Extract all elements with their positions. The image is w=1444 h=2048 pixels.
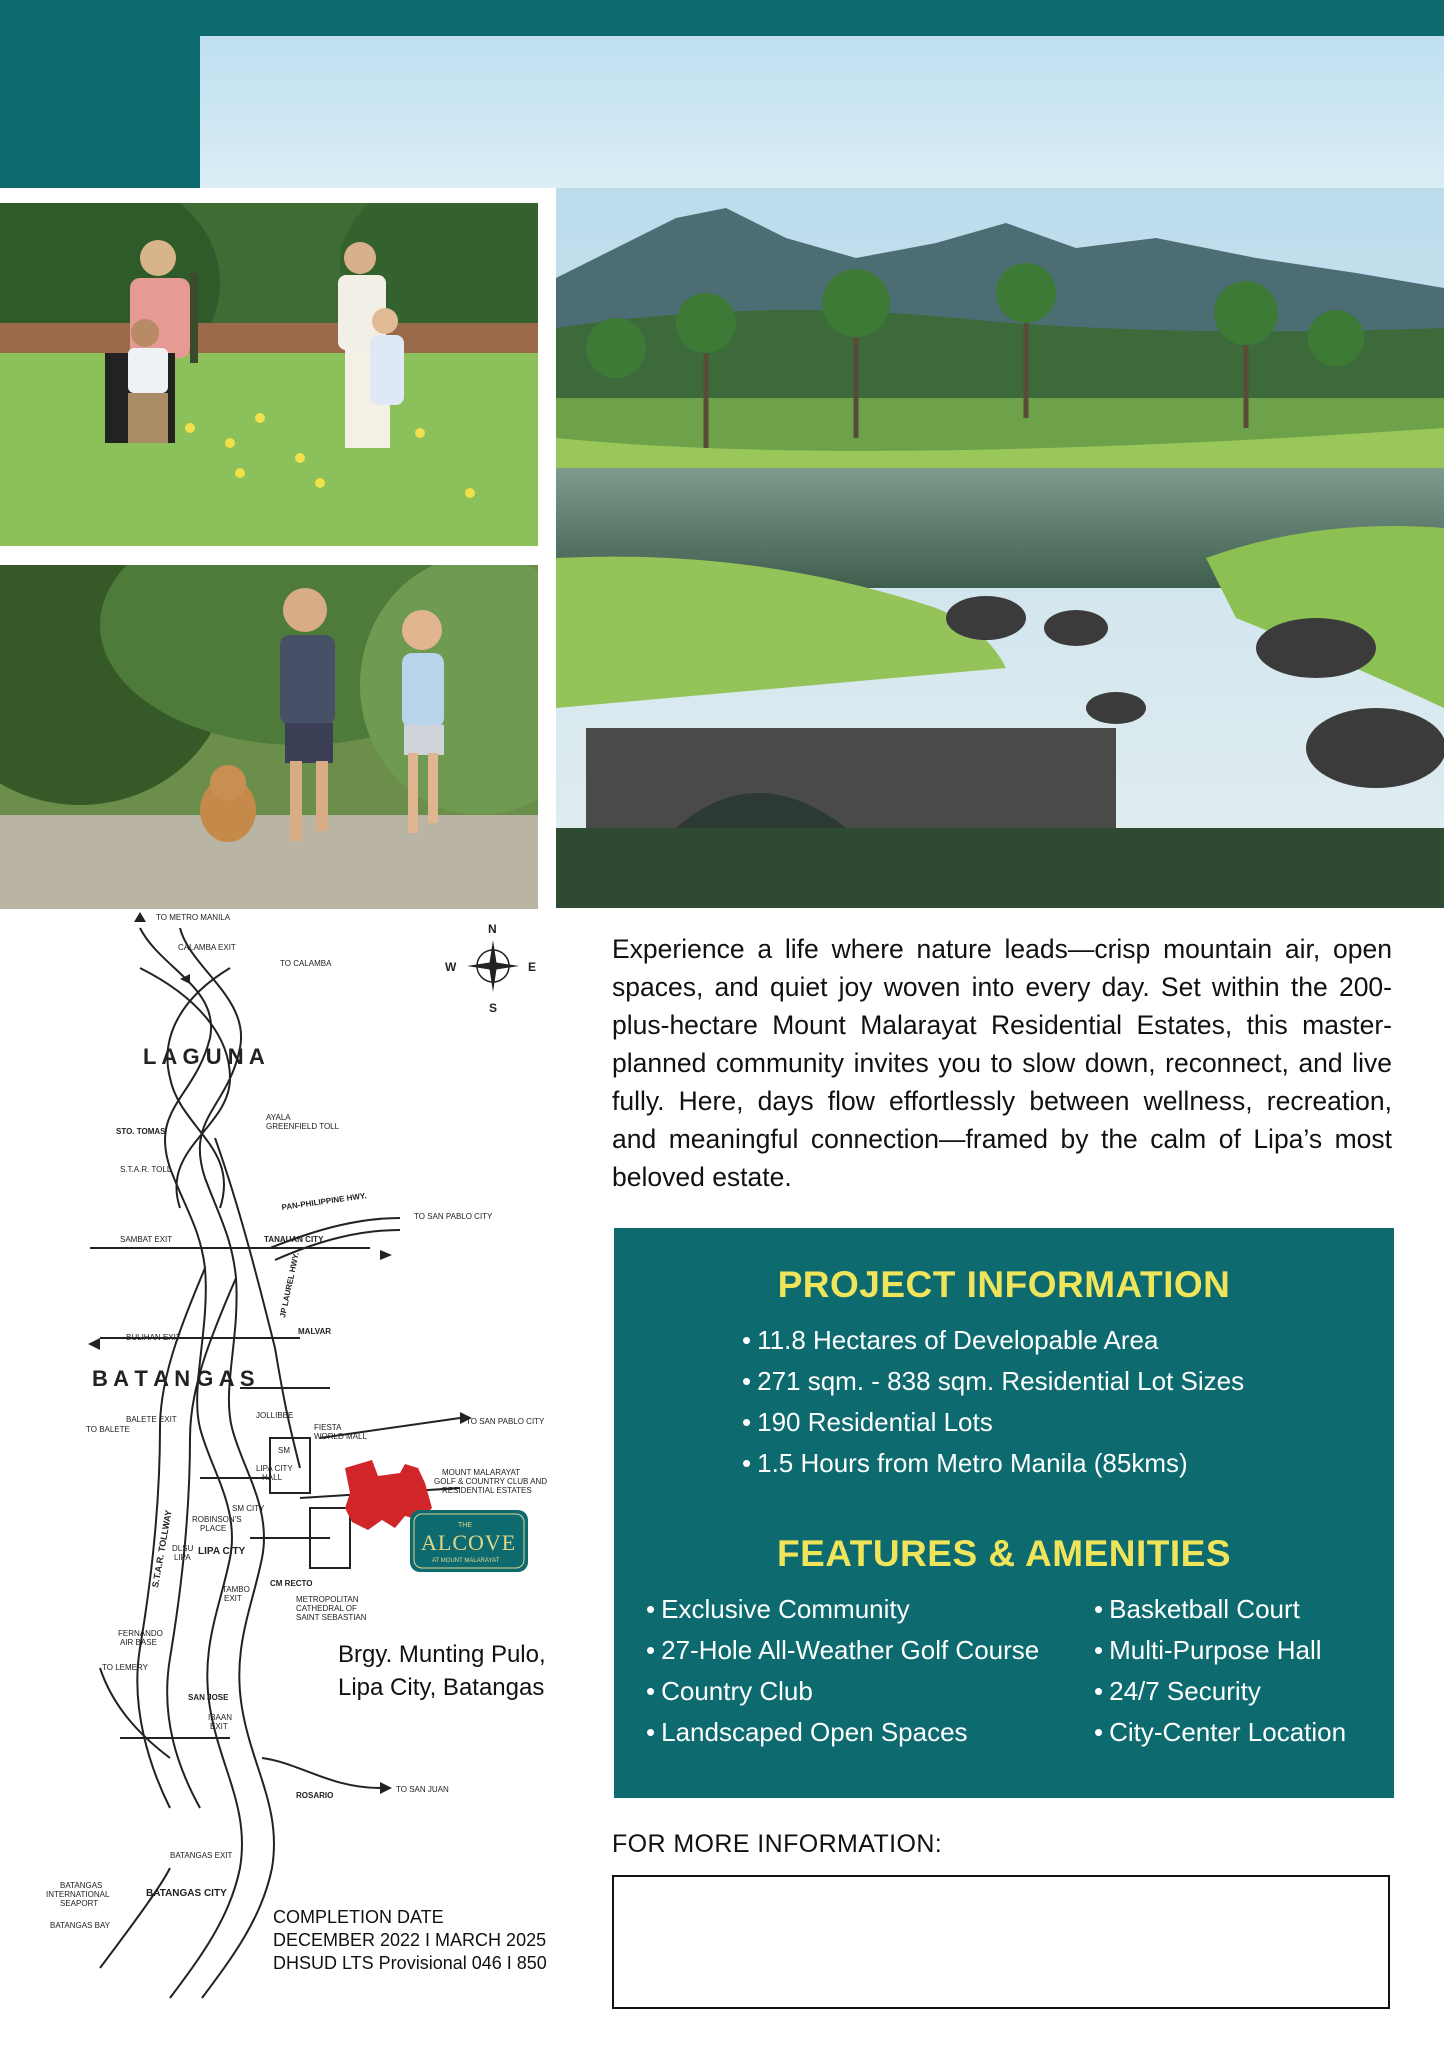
compass: [445, 922, 536, 1015]
header-accent-block: [0, 36, 200, 188]
map-label: STO. TOMAS: [116, 1127, 166, 1136]
map-label: S.T.A.R. TOLL: [120, 1165, 172, 1174]
features-list-left: [646, 1589, 1039, 1753]
map-label: TO SAN PABLO CITY: [414, 1212, 493, 1221]
map-label: CATHEDRAL OF: [296, 1604, 357, 1613]
project-info-title: PROJECT INFORMATION: [777, 1264, 1231, 1305]
map-label: TAMBO: [222, 1585, 250, 1594]
map-label: FIESTA: [314, 1423, 342, 1432]
list-item: • 27-Hole All-Weather Golf Course: [646, 1635, 1040, 1665]
location-map: [0, 908, 580, 2048]
sky-strip: [200, 36, 1444, 188]
map-label: PAN-PHILIPPINE HWY.: [281, 1191, 368, 1212]
list-item: • Multi-Purpose Hall: [1094, 1635, 1322, 1665]
map-label: FERNANDO: [118, 1629, 163, 1638]
map-label: IBAAN: [208, 1713, 233, 1722]
completion-dates: DECEMBER 2022 I MARCH 2025: [273, 1930, 547, 1950]
svg-text:E: E: [528, 960, 537, 974]
map-label: SAMBAT EXIT: [120, 1235, 173, 1244]
map-label: BULIHAN EXIT: [126, 1333, 181, 1342]
map-label: EXIT: [210, 1722, 228, 1731]
features-list-right: [1094, 1589, 1346, 1753]
project-info-list: [742, 1320, 1244, 1484]
svg-text:S: S: [489, 1001, 498, 1015]
map-label: TO SAN PABLO CITY: [466, 1417, 545, 1426]
map-label: SM: [278, 1446, 290, 1455]
contact-info-box: [612, 1875, 1390, 2009]
province-laguna: L A G U N A: [143, 1044, 265, 1069]
list-item: • 190 Residential Lots: [742, 1407, 993, 1437]
svg-text:W: W: [445, 960, 457, 974]
map-label: ROBINSON'S: [192, 1515, 242, 1524]
list-item: • 271 sqm. - 838 sqm. Residential Lot Sizes: [742, 1366, 1245, 1396]
map-label: MALVAR: [298, 1327, 332, 1336]
more-info-label: FOR MORE INFORMATION:: [612, 1830, 943, 1858]
features-title: FEATURES & AMENITIES: [776, 1533, 1232, 1574]
address-line1: Brgy. Munting Pulo,: [338, 1641, 546, 1668]
list-item: • Basketball Court: [1094, 1594, 1300, 1624]
map-label: LIPA: [174, 1553, 191, 1562]
alcove-logo: [410, 1510, 528, 1572]
map-label: TO SAN JUAN: [396, 1785, 449, 1794]
map-label: INTERNATIONAL: [46, 1890, 110, 1899]
map-label: HALL: [262, 1473, 283, 1482]
info-panel: [614, 1228, 1394, 1798]
map-label: JP LAUREL HWY.: [278, 1251, 301, 1319]
map-label: LIPA CITY: [198, 1546, 246, 1557]
map-label: TANAUAN CITY: [264, 1235, 324, 1244]
map-label: WORLD MALL: [314, 1432, 367, 1441]
map-label: TO LEMERY: [102, 1663, 148, 1672]
header-band: [0, 0, 1444, 36]
map-label: TO METRO MANILA: [156, 913, 231, 922]
map-label: BATANGAS CITY: [146, 1888, 227, 1899]
golf-course-landscape-photo: [556, 188, 1444, 908]
map-label: BATANGAS: [60, 1881, 103, 1890]
address-line2: Lipa City, Batangas: [338, 1674, 545, 1701]
svg-text:N: N: [488, 922, 497, 936]
map-label: CM RECTO: [270, 1579, 313, 1588]
map-label: GOLF & COUNTRY CLUB AND: [434, 1477, 548, 1486]
list-item: • 11.8 Hectares of Developable Area: [742, 1325, 1159, 1355]
completion-info: [273, 1906, 547, 1975]
svg-text:THE: THE: [458, 1522, 472, 1529]
completion-title: COMPLETION DATE: [273, 1907, 444, 1927]
map-label: EXIT: [224, 1594, 242, 1603]
map-label: DLSU: [172, 1544, 194, 1553]
map-label: MOUNT MALARAYAT: [442, 1468, 521, 1477]
map-label: BALETE EXIT: [126, 1415, 177, 1424]
map-label: ROSARIO: [296, 1791, 334, 1800]
map-label: SM CITY: [232, 1504, 265, 1513]
svg-text:ALCOVE: ALCOVE: [421, 1530, 517, 1555]
list-item: • Country Club: [646, 1676, 813, 1706]
svg-text:AT MOUNT MALARAYAT: AT MOUNT MALARAYAT: [432, 1558, 500, 1564]
map-label: LIPA CITY: [256, 1464, 293, 1473]
map-label: JOLLIBEE: [256, 1411, 294, 1420]
list-item: • 24/7 Security: [1094, 1676, 1261, 1706]
family-golf-photo: [0, 203, 538, 546]
intro-paragraph: Experience a life where nature leads—crisp mountain air, open spaces, and quiet joy woven into every day. Set within the 200-plus-hectare Mount Malarayat Residential Estates, this master-planned community invites you to slow down, reconnect, and live fully. Here, days flow effortlessly between wellness, recreation, and meaningful connection—framed by the calm of Lipa’s most beloved estate.: [612, 934, 1392, 1192]
map-label: BATANGAS BAY: [50, 1921, 111, 1930]
jogging-couple-photo: [0, 565, 538, 909]
map-label: GREENFIELD TOLL: [266, 1122, 340, 1131]
map-label: BATANGAS EXIT: [170, 1851, 233, 1860]
list-item: • City-Center Location: [1094, 1717, 1347, 1747]
map-label: SAN JOSE: [188, 1693, 229, 1702]
map-label: PLACE: [200, 1524, 227, 1533]
map-label: METROPOLITAN: [296, 1595, 359, 1604]
map-label: S.T.A.R. TOLLWAY: [150, 1509, 174, 1589]
map-label: CALAMBA EXIT: [178, 943, 236, 952]
list-item: • Exclusive Community: [646, 1594, 910, 1624]
list-item: • 1.5 Hours from Metro Manila (85kms): [742, 1448, 1188, 1478]
map-label: SEAPORT: [60, 1899, 99, 1908]
map-label: TO CALAMBA: [280, 959, 332, 968]
province-batangas: B A T A N G A S: [92, 1366, 255, 1391]
license-number: DHSUD LTS Provisional 046 I 850: [273, 1953, 547, 1973]
map-label: AIR BASE: [120, 1638, 157, 1647]
address: [338, 1638, 546, 1704]
map-label: RESIDENTIAL ESTATES: [442, 1486, 532, 1495]
map-label: TO BALETE: [86, 1425, 130, 1434]
map-label: SAINT SEBASTIAN: [296, 1613, 367, 1622]
map-label: AYALA: [266, 1113, 291, 1122]
list-item: • Landscaped Open Spaces: [646, 1717, 968, 1747]
